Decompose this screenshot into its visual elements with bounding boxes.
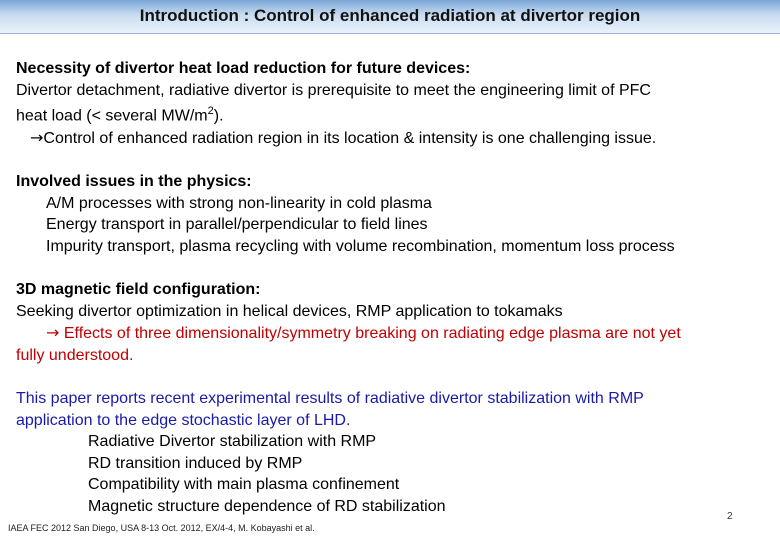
section1-line1: Divertor detachment, radiative divertor is prerequisite to meet the engineering limit of PFC bbox=[16, 81, 651, 99]
section4-item: Radiative Divertor stabilization with RMP bbox=[88, 433, 377, 451]
section1-heading: Necessity of divertor heat load reduction for future devices: bbox=[16, 60, 471, 77]
section4-item: Magnetic structure dependence of RD stabilization bbox=[88, 497, 446, 515]
section1-line2: heat load (< several $MW/m^2$). bbox=[16, 105, 224, 125]
section3-line1: Seeking divertor optimization in helical devices, RMP application to tokamaks bbox=[16, 302, 563, 320]
section3-heading: 3D magnetic field configuration: bbox=[16, 281, 261, 299]
section2-item: A/M processes with strong non-linearity in cold plasma bbox=[46, 194, 432, 212]
arrow-icon: → bbox=[30, 127, 44, 147]
section2-item: Impurity transport, plasma recycling with volume recombination, momentum loss process bbox=[46, 237, 675, 255]
footer-citation: IAEA FEC 2012 San Diego, USA 8-13 Oct. 2012, EX/4-4, M. Kobayashi et al. bbox=[8, 523, 315, 533]
section3-red1: Effects of three dimensionality/symmetry breaking on radiating edge plasma are not yet bbox=[63, 325, 681, 343]
section1-conclusion bbox=[16, 127, 768, 150]
section3-red2: fully understood. bbox=[16, 346, 134, 364]
section4-item: RD transition induced by RMP bbox=[88, 454, 303, 472]
section4-blue1: This paper reports recent experimental results of radiative divertor stabilization with RMP bbox=[16, 390, 644, 408]
slide-content bbox=[16, 58, 768, 517]
arrow-icon: → bbox=[46, 323, 60, 343]
slide-title: Introduction : Control of enhanced radiation at divertor region bbox=[139, 6, 641, 25]
title-bar bbox=[0, 0, 780, 34]
section2-heading: Involved issues in the physics: bbox=[16, 173, 252, 191]
section3-red-line1 bbox=[16, 322, 768, 345]
section4-item: Compatibility with main plasma confinement bbox=[88, 476, 400, 494]
page-number: 2 bbox=[727, 511, 733, 522]
section4-blue2: application to the edge stochastic layer of LHD. bbox=[16, 411, 351, 429]
section1-line3: Control of enhanced radiation region in its location & intensity is one challenging issue. bbox=[43, 129, 657, 147]
section2-item: Energy transport in parallel/perpendicular to field lines bbox=[46, 216, 428, 234]
